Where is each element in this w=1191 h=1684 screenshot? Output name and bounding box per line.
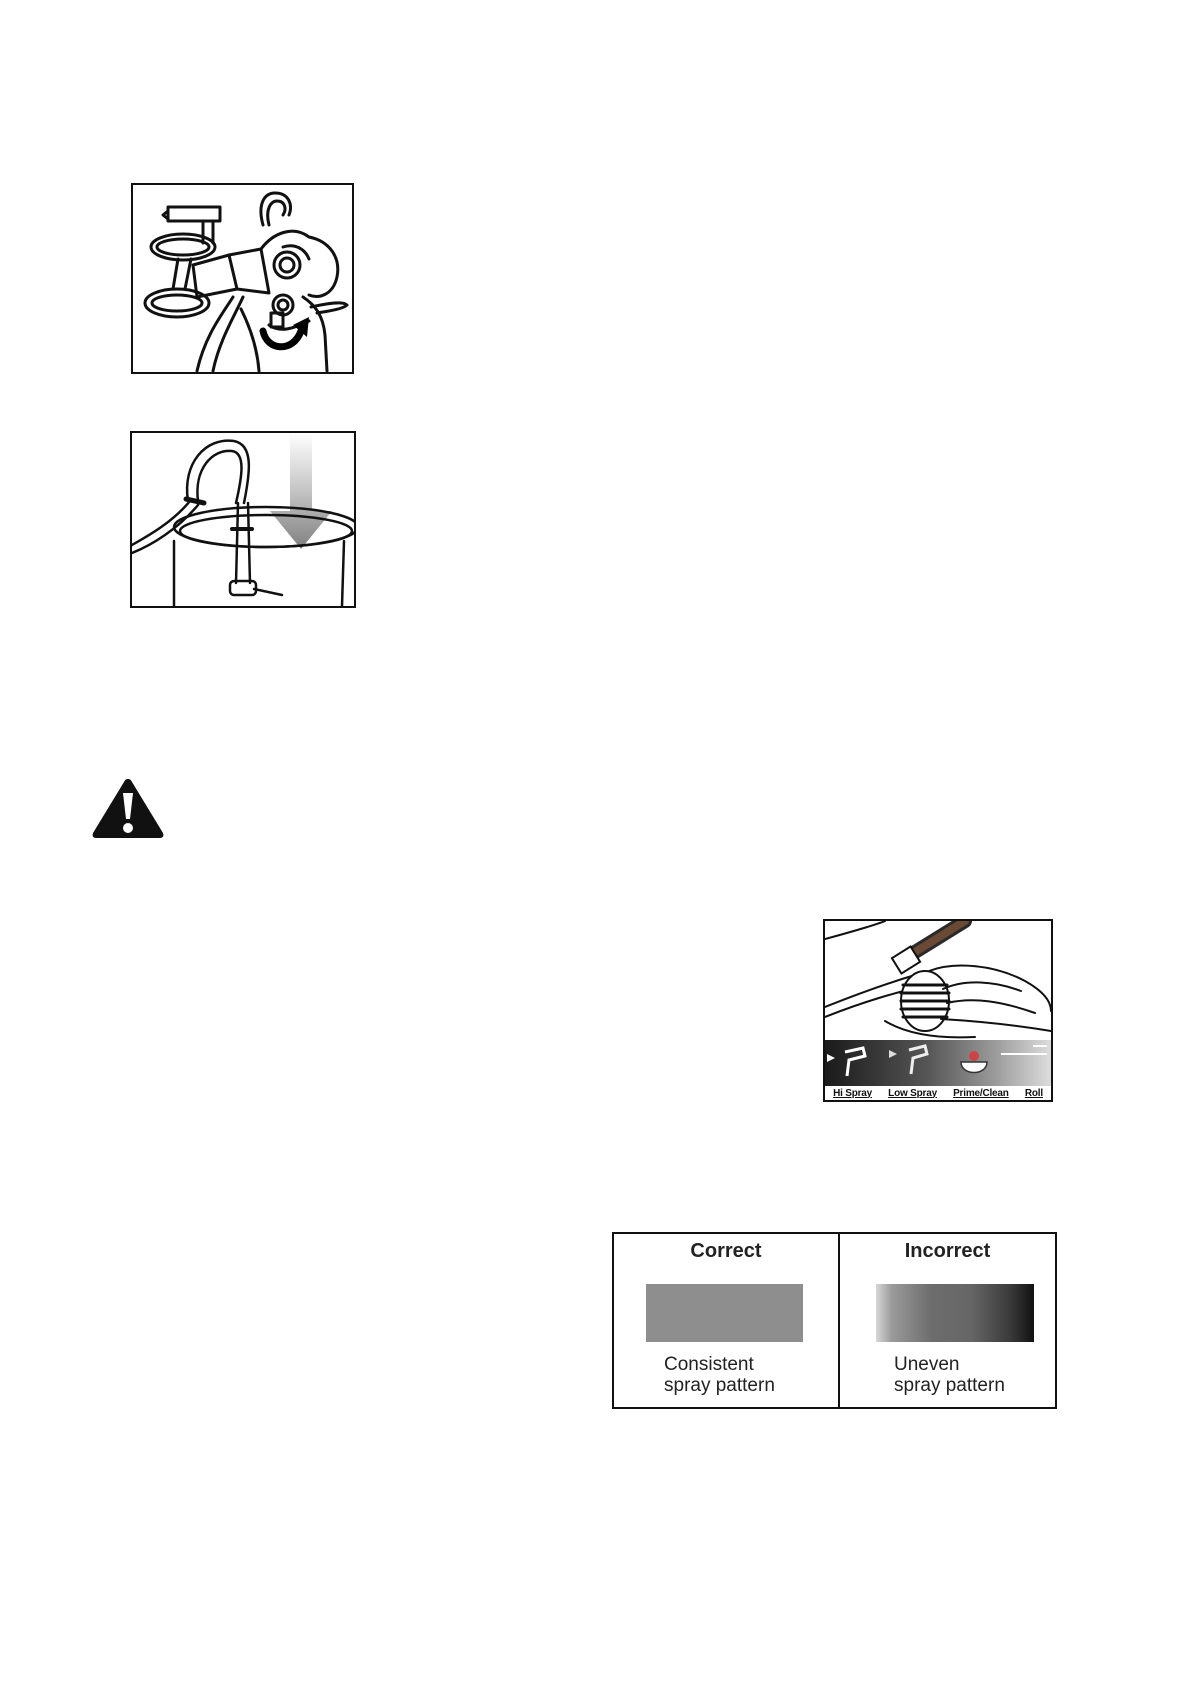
uneven-pattern-swatch (876, 1284, 1034, 1342)
setting-icons (825, 1040, 1051, 1086)
warning-triangle-icon (90, 775, 166, 839)
correct-caption-line2: spray pattern (664, 1375, 775, 1396)
pressure-knob-illustration (823, 919, 1053, 1102)
bucket-icon (132, 433, 354, 606)
spray-pattern-comparison (612, 1232, 1057, 1409)
incorrect-caption-line2: spray pattern (894, 1375, 1005, 1396)
setting-labels (825, 1086, 1051, 1100)
incorrect-heading: Incorrect (904, 1240, 991, 1262)
correct-caption-line1: Consistent (664, 1354, 754, 1375)
incorrect-pattern-panel (840, 1234, 1055, 1407)
correct-heading: Correct (690, 1240, 762, 1262)
bucket-intake-illustration (130, 431, 356, 608)
setting-label-roll: Roll (1024, 1087, 1043, 1099)
consistent-pattern-swatch (646, 1284, 803, 1342)
setting-label-prime-clean: Prime/Clean (953, 1087, 1009, 1099)
setting-label-low-spray: Low Spray (888, 1087, 937, 1099)
correct-caption (664, 1354, 775, 1396)
setting-label-hi-spray: Hi Spray (833, 1087, 873, 1099)
spray-setting-strip (825, 1040, 1051, 1100)
spray-gun-trigger-lock-illustration (131, 183, 354, 374)
incorrect-caption (894, 1354, 1005, 1396)
correct-pattern-panel (614, 1234, 838, 1407)
spray-gun-icon (133, 185, 352, 372)
incorrect-caption-line1: Uneven (894, 1354, 960, 1375)
